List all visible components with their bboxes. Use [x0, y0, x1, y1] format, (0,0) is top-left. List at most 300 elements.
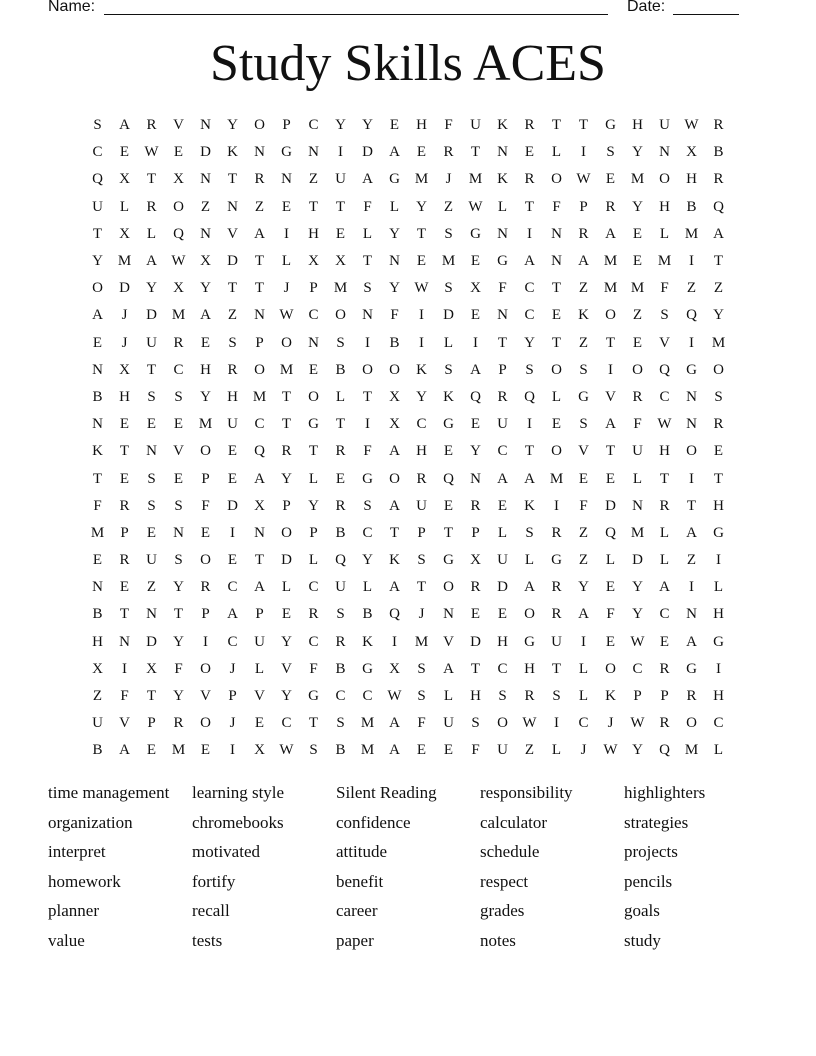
grid-letter: M: [360, 742, 375, 759]
grid-letter: T: [551, 280, 562, 297]
grid-letter: B: [335, 742, 346, 759]
grid-letter: N: [497, 307, 508, 324]
grid-letter: E: [470, 606, 481, 623]
grid-letter: E: [389, 117, 400, 134]
grid-letter: Y: [173, 633, 184, 650]
grid-letter: M: [360, 715, 375, 732]
grid-letter: T: [119, 443, 130, 460]
grid-letter: E: [200, 742, 211, 759]
grid-letter: T: [362, 388, 373, 405]
grid-letter: N: [497, 144, 508, 161]
grid-letter: A: [254, 225, 265, 242]
grid-letter: T: [416, 579, 427, 596]
grid-letter: O: [335, 307, 346, 324]
grid-letter: B: [362, 606, 373, 623]
grid-letter: A: [686, 633, 697, 650]
grid-letter: M: [198, 416, 213, 433]
word-column: [48, 778, 192, 956]
grid-letter: O: [254, 361, 265, 378]
grid-letter: O: [443, 579, 454, 596]
grid-letter: D: [470, 633, 481, 650]
grid-letter: S: [417, 660, 426, 677]
grid-letter: Y: [92, 253, 103, 270]
grid-letter: N: [497, 225, 508, 242]
word-item: homework: [48, 871, 121, 891]
grid-letter: R: [281, 443, 292, 460]
grid-letter: E: [200, 334, 211, 351]
grid-letter: B: [686, 198, 697, 215]
grid-letter: Y: [200, 388, 211, 405]
grid-letter: Y: [389, 280, 400, 297]
grid-letter: M: [549, 470, 564, 487]
grid-letter: L: [713, 579, 724, 596]
grid-letter: M: [414, 633, 429, 650]
grid-letter: N: [173, 524, 184, 541]
grid-letter: Y: [632, 144, 643, 161]
grid-letter: X: [470, 552, 481, 569]
grid-letter: N: [119, 633, 130, 650]
grid-letter: X: [254, 742, 265, 759]
grid-letter: A: [389, 443, 400, 460]
grid-letter: U: [416, 497, 427, 514]
grid-letter: E: [335, 470, 346, 487]
grid-letter: S: [471, 715, 480, 732]
grid-letter: R: [173, 715, 184, 732]
grid-letter: D: [119, 280, 130, 297]
grid-letter: V: [281, 660, 292, 677]
grid-letter: L: [551, 388, 562, 405]
grid-letter: Z: [578, 334, 589, 351]
grid-letter: A: [92, 307, 103, 324]
grid-letter: M: [630, 171, 645, 188]
name-label: Name:: [48, 0, 96, 15]
grid-letter: I: [527, 225, 532, 242]
grid-letter: E: [605, 633, 616, 650]
grid-letter: I: [230, 524, 235, 541]
grid-row: [84, 547, 732, 574]
page-title: Study Skills ACES: [210, 35, 606, 92]
grid-letter: O: [497, 715, 508, 732]
grid-letter: O: [713, 361, 724, 378]
grid-letter: H: [686, 171, 697, 188]
grid-letter: M: [279, 361, 294, 378]
grid-letter: Y: [632, 579, 643, 596]
grid-letter: T: [416, 225, 427, 242]
grid-letter: X: [173, 171, 184, 188]
word-item: notes: [480, 930, 516, 950]
grid-letter: U: [92, 715, 103, 732]
grid-letter: S: [525, 524, 534, 541]
grid-letter: C: [497, 660, 508, 677]
grid-letter: Q: [92, 171, 103, 188]
grid-letter: G: [281, 144, 292, 161]
grid-letter: J: [229, 715, 236, 732]
grid-letter: R: [659, 715, 670, 732]
grid-letter: O: [524, 606, 535, 623]
grid-letter: J: [445, 171, 452, 188]
grid-letter: K: [416, 361, 427, 378]
grid-letter: A: [443, 660, 454, 677]
grid-letter: A: [254, 579, 265, 596]
grid-letter: D: [146, 307, 157, 324]
grid-letter: G: [686, 361, 697, 378]
grid-letter: S: [444, 225, 453, 242]
grid-letter: U: [335, 171, 346, 188]
grid-letter: E: [497, 497, 508, 514]
grid-letter: T: [254, 552, 265, 569]
grid-letter: P: [579, 198, 588, 215]
grid-letter: G: [578, 388, 589, 405]
grid-letter: E: [497, 606, 508, 623]
grid-row: [84, 520, 732, 547]
grid-letter: Y: [389, 225, 400, 242]
grid-letter: L: [119, 198, 130, 215]
grid-row: [84, 601, 732, 628]
grid-letter: T: [254, 253, 265, 270]
grid-letter: S: [174, 388, 183, 405]
grid-letter: X: [335, 253, 346, 270]
grid-letter: E: [308, 361, 319, 378]
grid-letter: D: [362, 144, 373, 161]
grid-letter: E: [281, 606, 292, 623]
grid-letter: T: [605, 334, 616, 351]
grid-letter: S: [660, 307, 669, 324]
grid-letter: S: [174, 497, 183, 514]
grid-letter: F: [579, 497, 588, 514]
grid-letter: U: [551, 633, 562, 650]
grid-letter: T: [146, 361, 157, 378]
grid-letter: R: [200, 579, 211, 596]
grid-letter: L: [389, 198, 400, 215]
grid-letter: P: [309, 280, 318, 297]
grid-letter: L: [659, 225, 670, 242]
grid-letter: T: [146, 171, 157, 188]
grid-letter: H: [308, 225, 319, 242]
grid-letter: H: [470, 688, 481, 705]
grid-letter: T: [227, 280, 238, 297]
grid-letter: Q: [173, 225, 184, 242]
grid-letter: F: [552, 198, 561, 215]
grid-letter: E: [254, 715, 265, 732]
grid-letter: E: [632, 253, 643, 270]
grid-letter: R: [470, 497, 481, 514]
grid-letter: T: [551, 334, 562, 351]
grid-letter: P: [309, 524, 318, 541]
grid-letter: T: [605, 443, 616, 460]
grid-letter: L: [281, 253, 292, 270]
grid-letter: K: [389, 552, 400, 569]
grid-letter: E: [146, 416, 157, 433]
grid-letter: U: [632, 443, 643, 460]
grid-letter: I: [365, 416, 370, 433]
grid-letter: L: [362, 579, 373, 596]
grid-letter: E: [470, 253, 481, 270]
grid-letter: T: [173, 606, 184, 623]
grid-letter: N: [92, 579, 103, 596]
grid-letter: M: [603, 253, 618, 270]
grid-letter: C: [254, 416, 265, 433]
grid-letter: C: [578, 715, 589, 732]
grid-letter: F: [309, 660, 318, 677]
grid-letter: S: [336, 606, 345, 623]
grid-letter: Y: [632, 606, 643, 623]
grid-letter: K: [362, 633, 373, 650]
grid-letter: K: [524, 497, 535, 514]
grid-letter: O: [254, 117, 265, 134]
grid-letter: Y: [713, 307, 724, 324]
grid-letter: T: [470, 660, 481, 677]
grid-letter: K: [497, 171, 508, 188]
grid-letter: O: [605, 660, 616, 677]
grid-letter: R: [335, 497, 346, 514]
word-item: pencils: [624, 871, 673, 891]
word-item: highlighters: [624, 783, 706, 802]
grid-letter: R: [659, 497, 670, 514]
grid-letter: Y: [200, 280, 211, 297]
grid-row: [84, 737, 732, 764]
word-search-grid: [84, 112, 732, 765]
grid-letter: O: [389, 361, 400, 378]
grid-letter: I: [554, 715, 559, 732]
grid-letter: R: [713, 416, 724, 433]
grid-letter: M: [603, 280, 618, 297]
grid-letter: B: [92, 742, 103, 759]
grid-letter: A: [389, 579, 400, 596]
grid-letter: T: [254, 280, 265, 297]
grid-letter: T: [389, 524, 400, 541]
grid-letter: Q: [524, 388, 535, 405]
grid-letter: I: [716, 660, 721, 677]
grid-letter: P: [201, 606, 210, 623]
grid-row: [84, 221, 732, 248]
grid-letter: I: [716, 552, 721, 569]
grid-letter: L: [578, 660, 589, 677]
grid-letter: T: [92, 470, 103, 487]
grid-letter: A: [146, 253, 157, 270]
grid-letter: L: [713, 742, 724, 759]
grid-letter: Y: [173, 579, 184, 596]
grid-letter: S: [525, 361, 534, 378]
grid-letter: F: [390, 307, 399, 324]
grid-letter: E: [713, 443, 724, 460]
word-item: paper: [336, 930, 374, 950]
grid-letter: X: [92, 660, 103, 677]
grid-letter: O: [173, 198, 184, 215]
grid-letter: R: [470, 579, 481, 596]
grid-row: [84, 656, 732, 683]
grid-letter: Q: [659, 361, 670, 378]
grid-letter: C: [308, 117, 319, 134]
grid-letter: A: [362, 171, 373, 188]
word-column: [480, 778, 624, 956]
grid-letter: N: [308, 334, 319, 351]
grid-letter: X: [389, 388, 400, 405]
grid-letter: G: [389, 171, 400, 188]
grid-letter: O: [200, 552, 211, 569]
grid-row: [84, 411, 732, 438]
grid-letter: S: [444, 280, 453, 297]
grid-letter: N: [686, 416, 697, 433]
grid-letter: N: [632, 497, 643, 514]
grid-letter: V: [173, 443, 184, 460]
grid-letter: Z: [578, 524, 589, 541]
word-item: goals: [624, 901, 660, 921]
grid-letter: Q: [389, 606, 400, 623]
grid-letter: T: [443, 524, 454, 541]
grid-letter: S: [93, 117, 102, 134]
grid-letter: R: [416, 470, 427, 487]
grid-letter: G: [524, 633, 535, 650]
grid-letter: A: [389, 497, 400, 514]
grid-letter: E: [632, 334, 643, 351]
grid-letter: V: [227, 225, 238, 242]
grid-letter: G: [308, 416, 319, 433]
grid-letter: S: [363, 497, 372, 514]
grid-letter: C: [308, 633, 319, 650]
word-item: organization: [48, 812, 133, 832]
grid-letter: H: [524, 660, 535, 677]
grid-letter: A: [389, 742, 400, 759]
grid-row: [84, 438, 732, 465]
grid-letter: L: [497, 524, 508, 541]
grid-letter: B: [92, 606, 103, 623]
grid-letter: A: [389, 715, 400, 732]
grid-letter: K: [497, 117, 508, 134]
grid-row: [84, 112, 732, 139]
grid-letter: N: [443, 606, 454, 623]
grid-letter: F: [120, 688, 129, 705]
grid-letter: A: [200, 307, 211, 324]
grid-letter: J: [607, 715, 614, 732]
grid-row: [84, 248, 732, 275]
grid-row: [84, 166, 732, 193]
grid-letter: S: [363, 280, 372, 297]
grid-letter: R: [308, 606, 319, 623]
grid-letter: M: [333, 280, 348, 297]
grid-letter: V: [659, 334, 670, 351]
grid-letter: E: [92, 334, 103, 351]
grid-letter: I: [473, 334, 478, 351]
grid-letter: C: [227, 633, 238, 650]
grid-letter: X: [389, 660, 400, 677]
grid-letter: C: [362, 688, 373, 705]
word-item: grades: [480, 901, 525, 921]
grid-letter: G: [308, 688, 319, 705]
grid-letter: X: [119, 171, 130, 188]
grid-letter: I: [392, 633, 397, 650]
grid-letter: R: [713, 171, 724, 188]
grid-letter: E: [605, 470, 616, 487]
grid-letter: H: [227, 388, 238, 405]
grid-letter: R: [119, 552, 130, 569]
word-item: chromebooks: [192, 812, 284, 832]
grid-letter: A: [605, 416, 616, 433]
grid-letter: L: [308, 470, 319, 487]
grid-letter: E: [551, 416, 562, 433]
grid-letter: T: [497, 334, 508, 351]
grid-letter: M: [414, 171, 429, 188]
grid-letter: C: [524, 307, 535, 324]
grid-letter: F: [363, 198, 372, 215]
grid-letter: L: [443, 688, 454, 705]
grid-letter: Y: [146, 280, 157, 297]
grid-letter: M: [711, 334, 726, 351]
grid-letter: U: [497, 742, 508, 759]
grid-letter: W: [144, 144, 159, 161]
grid-letter: R: [146, 117, 157, 134]
grid-letter: J: [283, 280, 290, 297]
grid-letter: G: [470, 225, 481, 242]
grid-letter: L: [362, 225, 373, 242]
grid-letter: D: [227, 497, 238, 514]
grid-letter: T: [659, 470, 670, 487]
grid-letter: A: [497, 470, 508, 487]
grid-letter: E: [416, 253, 427, 270]
grid-letter: T: [335, 416, 346, 433]
grid-letter: O: [200, 443, 211, 460]
grid-letter: T: [335, 198, 346, 215]
grid-letter: I: [554, 497, 559, 514]
grid-letter: R: [254, 171, 265, 188]
grid-letter: E: [443, 742, 454, 759]
grid-letter: N: [551, 225, 562, 242]
grid-letter: G: [362, 660, 373, 677]
grid-letter: F: [498, 280, 507, 297]
grid-letter: N: [686, 388, 697, 405]
grid-letter: V: [119, 715, 130, 732]
grid-letter: T: [362, 253, 373, 270]
grid-letter: Z: [632, 307, 643, 324]
grid-letter: K: [578, 307, 589, 324]
grid-letter: Z: [713, 280, 724, 297]
grid-letter: L: [335, 388, 346, 405]
grid-letter: N: [146, 443, 157, 460]
grid-letter: C: [335, 688, 346, 705]
grid-letter: Q: [713, 198, 724, 215]
grid-letter: S: [336, 715, 345, 732]
grid-letter: D: [146, 633, 157, 650]
grid-letter: L: [443, 334, 454, 351]
grid-letter: P: [633, 688, 642, 705]
grid-letter: U: [497, 552, 508, 569]
grid-letter: F: [660, 280, 669, 297]
grid-letter: W: [630, 715, 645, 732]
grid-letter: N: [659, 144, 670, 161]
grid-letter: C: [281, 715, 292, 732]
grid-row: [84, 710, 732, 737]
grid-letter: S: [606, 144, 615, 161]
grid-letter: T: [524, 198, 535, 215]
grid-letter: M: [117, 253, 132, 270]
grid-letter: N: [551, 253, 562, 270]
grid-letter: Q: [335, 552, 346, 569]
grid-letter: Q: [470, 388, 481, 405]
date-blank-line: [673, 14, 739, 15]
grid-letter: Y: [632, 198, 643, 215]
grid-letter: S: [228, 334, 237, 351]
grid-letter: W: [387, 688, 402, 705]
grid-letter: T: [281, 416, 292, 433]
grid-letter: I: [203, 633, 208, 650]
grid-letter: T: [578, 117, 589, 134]
grid-letter: R: [227, 361, 238, 378]
grid-letter: R: [659, 660, 670, 677]
grid-letter: W: [468, 198, 483, 215]
grid-letter: R: [524, 688, 535, 705]
grid-letter: Y: [416, 198, 427, 215]
grid-letter: Y: [632, 742, 643, 759]
grid-letter: W: [576, 171, 591, 188]
